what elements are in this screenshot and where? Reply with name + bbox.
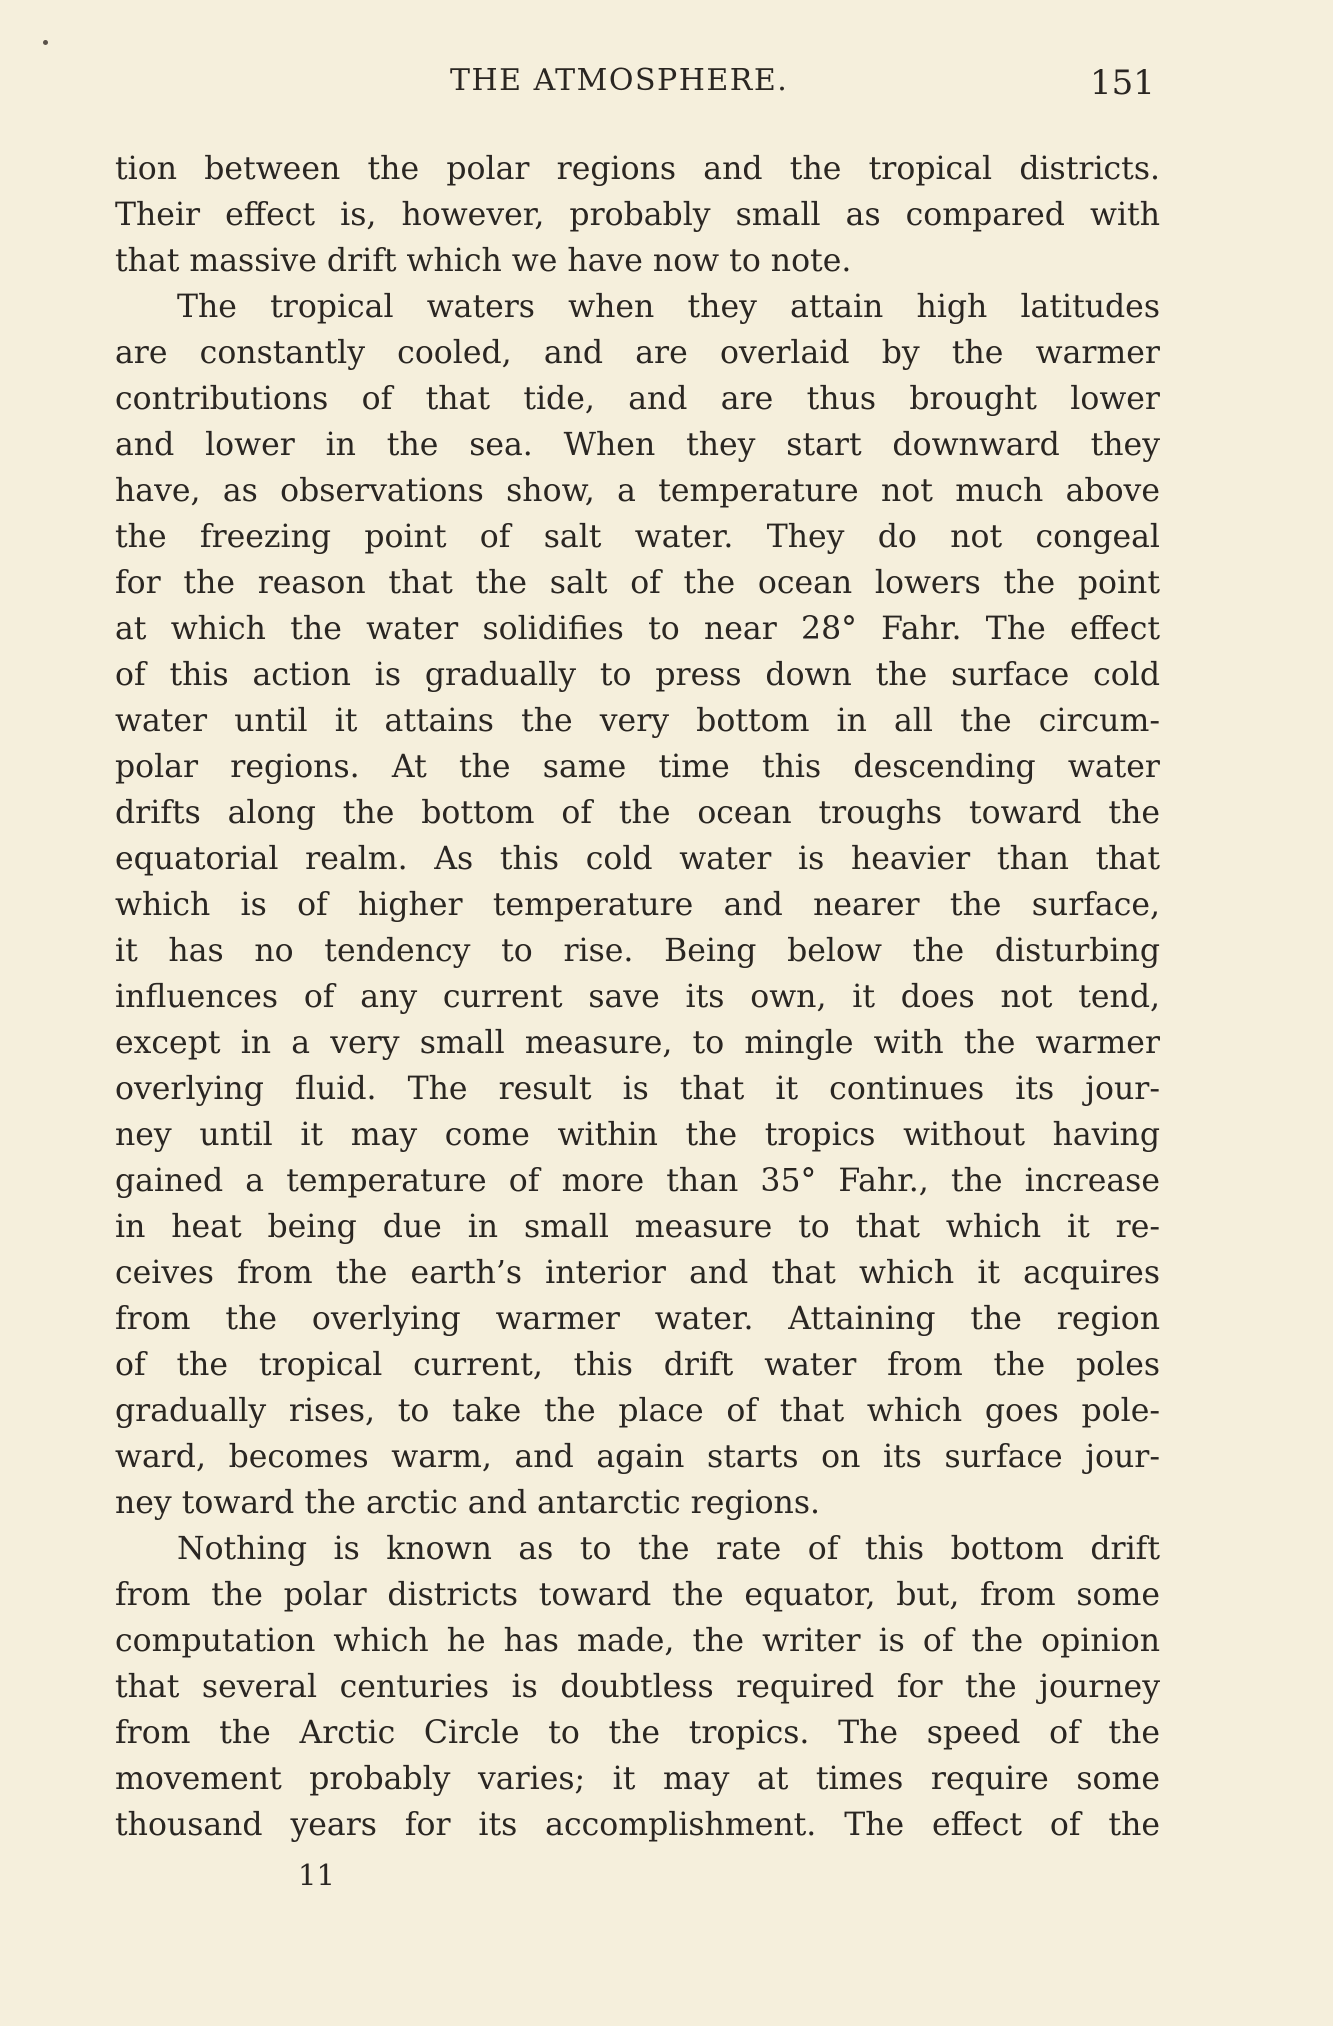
text-line: contributions of that tide, and are thus brought lower <box>115 381 1160 417</box>
text-line: and lower in the sea. When they start downward they <box>115 427 1160 463</box>
text-line: water until it attains the very bottom in all the circum- <box>115 703 1160 739</box>
text-line: that several centuries is doubtless required for the journey <box>115 1669 1160 1705</box>
text-line: polar regions. At the same time this descending water <box>115 749 1160 785</box>
text-line: drifts along the bottom of the ocean troughs toward the <box>115 795 1160 831</box>
text-line: tion between the polar regions and the tropical districts. <box>115 151 1160 187</box>
text-line: ceives from the earth’s interior and that which it acquires <box>115 1255 1160 1291</box>
paragraph-3 <box>115 1526 1160 1848</box>
signature-mark: 11 <box>298 1858 335 1892</box>
text-line: except in a very small measure, to mingle with the warmer <box>115 1025 1160 1061</box>
paragraph-2 <box>115 284 1160 1526</box>
text-line: it has no tendency to rise. Being below the disturbing <box>115 933 1160 969</box>
text-line: gradually rises, to take the place of that which goes pole- <box>115 1393 1160 1429</box>
page-body <box>115 146 1160 1848</box>
text-line: have, as observations show, a temperature not much above <box>115 473 1160 509</box>
text-line: influences of any current save its own, it does not tend, <box>115 979 1160 1015</box>
text-line: from the overlying warmer water. Attaining the region <box>115 1301 1160 1337</box>
text-line: from the Arctic Circle to the tropics. The speed of the <box>115 1715 1160 1751</box>
text-line: computation which he has made, the writer is of the opinion <box>115 1623 1160 1659</box>
text-line: from the polar districts toward the equator, but, from some <box>115 1577 1160 1613</box>
text-line: at which the water solidifies to near 28° Fahr. The effect <box>115 611 1160 647</box>
text-line: ward, becomes warm, and again starts on its surface jour- <box>115 1439 1160 1475</box>
paragraph-1 <box>115 146 1160 284</box>
text-line: for the reason that the salt of the ocean lowers the point <box>115 565 1160 601</box>
margin-ink-dot <box>43 40 48 45</box>
text-line: which is of higher temperature and nearer the surface, <box>115 887 1160 923</box>
text-line: Nothing is known as to the rate of this bottom drift <box>177 1531 1160 1567</box>
text-line: overlying fluid. The result is that it continues its jour- <box>115 1071 1160 1107</box>
text-line: that massive drift which we have now to note. <box>115 243 852 279</box>
running-title: THE ATMOSPHERE. <box>450 63 789 98</box>
text-line: ney until it may come within the tropics without having <box>115 1117 1160 1153</box>
text-line: the freezing point of salt water. They do not congeal <box>115 519 1160 555</box>
text-line: thousand years for its accomplishment. The effect of the <box>115 1807 1160 1843</box>
text-line: of the tropical current, this drift water from the poles <box>115 1347 1160 1383</box>
page-number: 151 <box>1090 63 1155 103</box>
text-line: The tropical waters when they attain high latitudes <box>177 289 1160 325</box>
running-head <box>0 57 1333 107</box>
text-line: movement probably varies; it may at times require some <box>115 1761 1160 1797</box>
text-line: of this action is gradually to press down the surface cold <box>115 657 1160 693</box>
text-line: ney toward the arctic and antarctic regions. <box>115 1485 821 1521</box>
text-line: Their effect is, however, probably small as compared with <box>115 197 1160 233</box>
text-line: are constantly cooled, and are overlaid by the warmer <box>115 335 1160 371</box>
text-line: gained a temperature of more than 35° Fahr., the increase <box>115 1163 1160 1199</box>
text-line: in heat being due in small measure to that which it re- <box>115 1209 1160 1245</box>
text-line: equatorial realm. As this cold water is heavier than that <box>115 841 1160 877</box>
